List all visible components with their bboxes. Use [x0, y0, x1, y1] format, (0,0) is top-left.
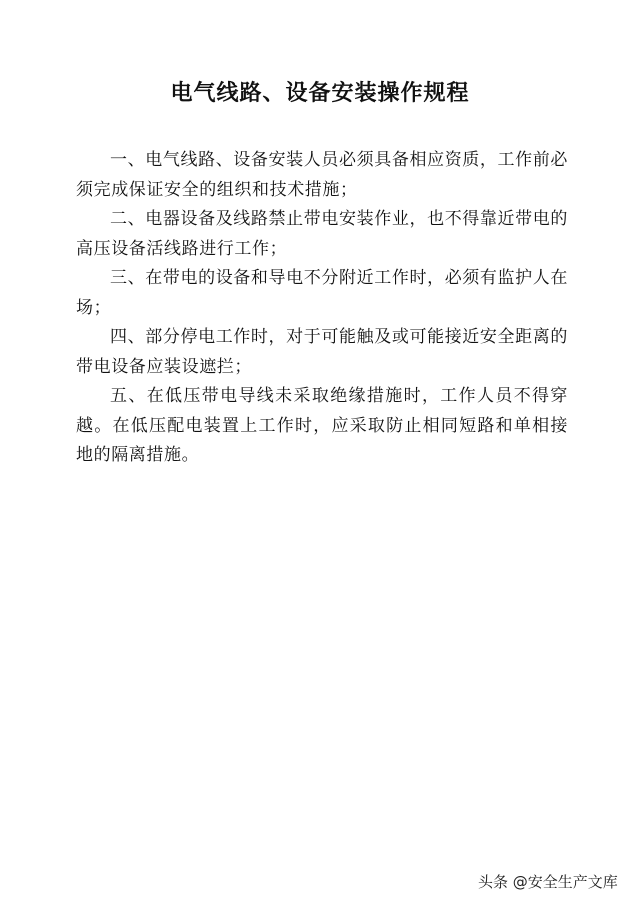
paragraph-3: 三、在带电的设备和导电不分附近工作时，必须有监护人在场； — [76, 268, 568, 318]
source-watermark: 头条 @安全生产文库 — [478, 873, 618, 891]
paragraph-5: 五、在低压带电导线未采取绝缘措施时，工作人员不得穿越。在低压配电装置上工作时，应采取防止相同短路和单相接地的隔离措施。 — [76, 386, 568, 465]
page-title: 电气线路、设备安装操作规程 — [170, 81, 470, 106]
paragraph-2: 二、电器设备及线路禁止带电安装作业，也不得靠近带电的高压设备活线路进行工作； — [76, 209, 568, 259]
paragraph-4: 四、部分停电工作时，对于可能触及或可能接近安全距离的带电设备应装设遮拦； — [76, 327, 568, 377]
document-body — [76, 146, 568, 471]
paragraph-1: 一、电气线路、设备安装人员必须具备相应资质，工作前必须完成保证安全的组织和技术措施； — [76, 150, 568, 200]
